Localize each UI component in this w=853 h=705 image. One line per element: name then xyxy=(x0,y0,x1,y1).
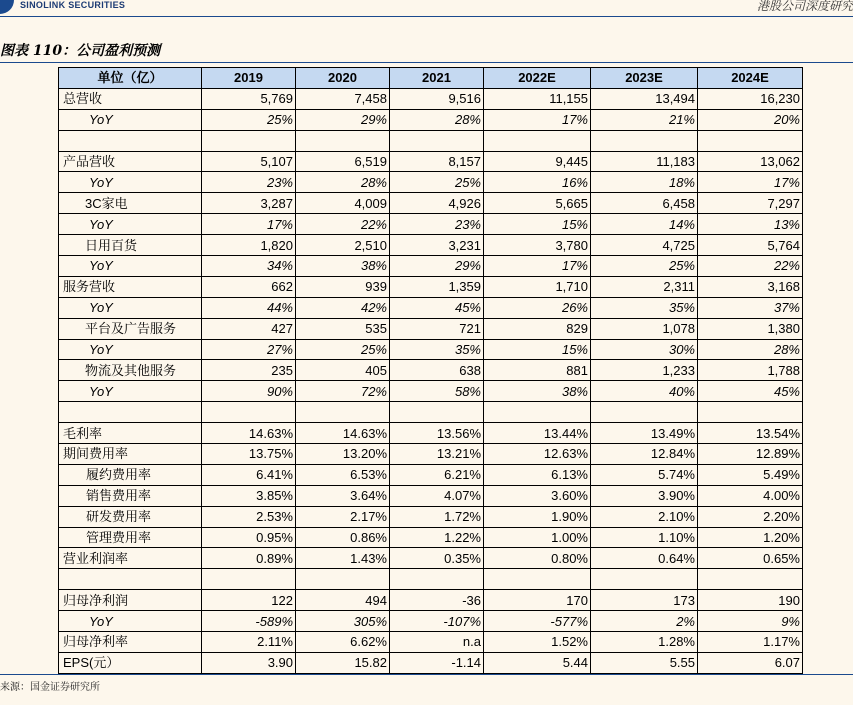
table-row xyxy=(59,172,803,193)
table-cell: 14.63% xyxy=(202,423,296,444)
table-cell: 90% xyxy=(202,381,296,402)
table-cell: 72% xyxy=(296,381,390,402)
table-cell: 12.63% xyxy=(484,444,591,465)
table-cell: 18% xyxy=(591,172,698,193)
table-cell: 15% xyxy=(484,214,591,235)
table-row xyxy=(59,256,803,277)
table-cell: 662 xyxy=(202,276,296,297)
table-cell: 5,764 xyxy=(698,235,803,256)
table-cell: 2.10% xyxy=(591,506,698,527)
table-cell: -36 xyxy=(390,590,484,611)
table-cell: 6.21% xyxy=(390,464,484,485)
table-cell: 17% xyxy=(698,172,803,193)
row-label: 归母净利润 xyxy=(59,590,202,611)
table-cell: 939 xyxy=(296,276,390,297)
table-cell: 23% xyxy=(202,172,296,193)
table-cell: 29% xyxy=(390,256,484,277)
table-cell: 2,510 xyxy=(296,235,390,256)
table-cell: 535 xyxy=(296,318,390,339)
table-cell: 22% xyxy=(296,214,390,235)
table-cell: 13,494 xyxy=(591,88,698,109)
table-cell: 3.90 xyxy=(202,652,296,673)
table-cell xyxy=(202,130,296,151)
table-row xyxy=(59,276,803,297)
table-cell: 17% xyxy=(202,214,296,235)
table-cell: 6.13% xyxy=(484,464,591,485)
table-cell: 35% xyxy=(591,297,698,318)
table-cell: 9,445 xyxy=(484,151,591,172)
table-cell: 12.84% xyxy=(591,444,698,465)
table-cell: 30% xyxy=(591,339,698,360)
table-cell: 173 xyxy=(591,590,698,611)
row-label: YoY xyxy=(59,611,202,632)
profit-forecast-table xyxy=(58,67,803,674)
row-label: YoY xyxy=(59,214,202,235)
table-cell: 5.49% xyxy=(698,464,803,485)
row-label: 平台及广告服务 xyxy=(59,318,202,339)
table-cell: 1.72% xyxy=(390,506,484,527)
row-label: 销售费用率 xyxy=(59,485,202,506)
column-header: 单位（亿） xyxy=(59,68,202,89)
table-cell: 3.90% xyxy=(591,485,698,506)
table-cell: 38% xyxy=(484,381,591,402)
table-cell: 45% xyxy=(698,381,803,402)
table-cell: 22% xyxy=(698,256,803,277)
table-cell: 23% xyxy=(390,214,484,235)
table-cell: 58% xyxy=(390,381,484,402)
table-row xyxy=(59,423,803,444)
table-cell: -107% xyxy=(390,611,484,632)
table-cell: 3.85% xyxy=(202,485,296,506)
table-cell: 11,183 xyxy=(591,151,698,172)
table-cell: 3,231 xyxy=(390,235,484,256)
table-cell: 0.35% xyxy=(390,548,484,569)
row-label: 日用百货 xyxy=(59,235,202,256)
row-label: 毛利率 xyxy=(59,423,202,444)
table-cell: 2,311 xyxy=(591,276,698,297)
source-note: 来源：国金证券研究所 xyxy=(0,682,100,693)
table-row xyxy=(59,381,803,402)
table-cell: n.a xyxy=(390,632,484,653)
table-cell: 4,009 xyxy=(296,193,390,214)
table-cell: 3,287 xyxy=(202,193,296,214)
column-header: 2021 xyxy=(390,68,484,89)
table-cell: 5.55 xyxy=(591,652,698,673)
row-label: YoY xyxy=(59,381,202,402)
table-row xyxy=(59,611,803,632)
row-label: YoY xyxy=(59,339,202,360)
row-label: 服务营收 xyxy=(59,276,202,297)
table-cell: 15.82 xyxy=(296,652,390,673)
table-cell: 13.49% xyxy=(591,423,698,444)
table-row xyxy=(59,464,803,485)
table-cell: 3.60% xyxy=(484,485,591,506)
table-cell xyxy=(484,130,591,151)
table-cell: 2% xyxy=(591,611,698,632)
table-row xyxy=(59,360,803,381)
report-type: 港股公司深度研究 xyxy=(756,0,853,13)
row-label xyxy=(59,402,202,423)
table-cell: 6.53% xyxy=(296,464,390,485)
table-cell: 21% xyxy=(591,109,698,130)
table-cell: 0.95% xyxy=(202,527,296,548)
table-cell xyxy=(484,402,591,423)
table-cell: 638 xyxy=(390,360,484,381)
table-cell: 305% xyxy=(296,611,390,632)
table-cell xyxy=(591,569,698,590)
table-cell: 6.62% xyxy=(296,632,390,653)
table-row xyxy=(59,548,803,569)
table-cell xyxy=(484,569,591,590)
row-label: 归母净利率 xyxy=(59,632,202,653)
table-cell xyxy=(390,569,484,590)
table-cell: 122 xyxy=(202,590,296,611)
table-cell: 1.17% xyxy=(698,632,803,653)
table-cell: 3,168 xyxy=(698,276,803,297)
table-cell: -1.14 xyxy=(390,652,484,673)
table-cell: 13.20% xyxy=(296,444,390,465)
table-cell: 2.53% xyxy=(202,506,296,527)
table-row xyxy=(59,214,803,235)
table-cell: 4,926 xyxy=(390,193,484,214)
table-cell: 0.65% xyxy=(698,548,803,569)
row-label: YoY xyxy=(59,297,202,318)
table-row xyxy=(59,109,803,130)
table-cell: 881 xyxy=(484,360,591,381)
table-cell: 1.28% xyxy=(591,632,698,653)
table-cell: 405 xyxy=(296,360,390,381)
table-cell xyxy=(591,130,698,151)
table-cell: 13% xyxy=(698,214,803,235)
table-cell: 14.63% xyxy=(296,423,390,444)
table-cell: 37% xyxy=(698,297,803,318)
table-cell: 13.56% xyxy=(390,423,484,444)
table-cell: 12.89% xyxy=(698,444,803,465)
table-cell: 26% xyxy=(484,297,591,318)
table-cell xyxy=(296,402,390,423)
row-label xyxy=(59,569,202,590)
table-cell: 1.90% xyxy=(484,506,591,527)
table-cell: 9,516 xyxy=(390,88,484,109)
table-row xyxy=(59,632,803,653)
table-cell: 28% xyxy=(296,172,390,193)
table-cell: 16,230 xyxy=(698,88,803,109)
row-label: 履约费用率 xyxy=(59,464,202,485)
row-label: YoY xyxy=(59,172,202,193)
table-cell: 40% xyxy=(591,381,698,402)
table-cell: 2.20% xyxy=(698,506,803,527)
column-header: 2020 xyxy=(296,68,390,89)
table-cell: 13.44% xyxy=(484,423,591,444)
table-cell: 5,665 xyxy=(484,193,591,214)
table-cell: 170 xyxy=(484,590,591,611)
table-cell xyxy=(390,130,484,151)
table-cell: 1,233 xyxy=(591,360,698,381)
table-spacer-row xyxy=(59,130,803,151)
table-cell: 3.64% xyxy=(296,485,390,506)
table-cell: 3,780 xyxy=(484,235,591,256)
table-cell xyxy=(390,402,484,423)
table-cell: 17% xyxy=(484,109,591,130)
row-label: 物流及其他服务 xyxy=(59,360,202,381)
table-cell: 27% xyxy=(202,339,296,360)
table-cell xyxy=(296,130,390,151)
table-cell: 4,725 xyxy=(591,235,698,256)
table-body xyxy=(59,88,803,673)
table-cell: 28% xyxy=(390,109,484,130)
row-label: YoY xyxy=(59,109,202,130)
footer-divider xyxy=(0,674,853,675)
table-cell: 190 xyxy=(698,590,803,611)
table-cell: 1.43% xyxy=(296,548,390,569)
table-cell: 1.20% xyxy=(698,527,803,548)
table-cell: 6,458 xyxy=(591,193,698,214)
table-cell: 20% xyxy=(698,109,803,130)
table-cell: 235 xyxy=(202,360,296,381)
table-cell xyxy=(202,402,296,423)
table-cell: 17% xyxy=(484,256,591,277)
table-row xyxy=(59,652,803,673)
row-label: 产品营收 xyxy=(59,151,202,172)
row-label: YoY xyxy=(59,256,202,277)
table-cell: 6.41% xyxy=(202,464,296,485)
table-cell: 15% xyxy=(484,339,591,360)
column-header: 2023E xyxy=(591,68,698,89)
row-label xyxy=(59,130,202,151)
table-cell: 38% xyxy=(296,256,390,277)
table-cell: 25% xyxy=(296,339,390,360)
row-label: 研发费用率 xyxy=(59,506,202,527)
table-cell xyxy=(698,130,803,151)
table-cell: 4.00% xyxy=(698,485,803,506)
table-row xyxy=(59,318,803,339)
table-row xyxy=(59,193,803,214)
figure-caption: 图表 110：公司盈利预测 xyxy=(0,43,161,59)
table-cell xyxy=(698,402,803,423)
table-cell: 1,359 xyxy=(390,276,484,297)
table-cell: 34% xyxy=(202,256,296,277)
table-cell: 45% xyxy=(390,297,484,318)
header-divider xyxy=(0,16,853,17)
table-cell: -577% xyxy=(484,611,591,632)
table-cell: 494 xyxy=(296,590,390,611)
table-cell: 13.54% xyxy=(698,423,803,444)
table-cell: 0.86% xyxy=(296,527,390,548)
table-cell: 28% xyxy=(698,339,803,360)
table-cell: 25% xyxy=(591,256,698,277)
table-cell: 25% xyxy=(202,109,296,130)
table-cell: 0.80% xyxy=(484,548,591,569)
table-cell xyxy=(591,402,698,423)
table-cell: -589% xyxy=(202,611,296,632)
table-cell: 1.00% xyxy=(484,527,591,548)
table-row xyxy=(59,235,803,256)
table-cell: 13,062 xyxy=(698,151,803,172)
table-cell: 5.74% xyxy=(591,464,698,485)
brand-name: SINOLINK SECURITIES xyxy=(20,0,126,10)
table-cell: 1,820 xyxy=(202,235,296,256)
brand-logo-icon xyxy=(0,0,14,14)
table-cell: 1.22% xyxy=(390,527,484,548)
table-cell: 8,157 xyxy=(390,151,484,172)
table-row xyxy=(59,506,803,527)
table-cell: 16% xyxy=(484,172,591,193)
table-cell: 6.07 xyxy=(698,652,803,673)
table-cell: 44% xyxy=(202,297,296,318)
column-header: 2024E xyxy=(698,68,803,89)
table-cell: 5,107 xyxy=(202,151,296,172)
table-cell: 1,788 xyxy=(698,360,803,381)
table-row xyxy=(59,297,803,318)
table-cell: 9% xyxy=(698,611,803,632)
table-row xyxy=(59,339,803,360)
row-label: 管理费用率 xyxy=(59,527,202,548)
table-cell: 721 xyxy=(390,318,484,339)
table-cell: 829 xyxy=(484,318,591,339)
row-label: 总营收 xyxy=(59,88,202,109)
table-cell: 6,519 xyxy=(296,151,390,172)
table-cell: 1,078 xyxy=(591,318,698,339)
column-header: 2022E xyxy=(484,68,591,89)
table-row xyxy=(59,151,803,172)
table-spacer-row xyxy=(59,402,803,423)
table-cell: 1.10% xyxy=(591,527,698,548)
table-cell: 1,710 xyxy=(484,276,591,297)
row-label: 营业利润率 xyxy=(59,548,202,569)
table-cell: 1.52% xyxy=(484,632,591,653)
table-cell: 2.11% xyxy=(202,632,296,653)
row-label: EPS(元） xyxy=(59,652,202,673)
table-cell: 29% xyxy=(296,109,390,130)
table-cell xyxy=(698,569,803,590)
table-cell xyxy=(202,569,296,590)
table-cell: 11,155 xyxy=(484,88,591,109)
table-cell: 35% xyxy=(390,339,484,360)
table-cell: 1,380 xyxy=(698,318,803,339)
table-row xyxy=(59,485,803,506)
table-cell xyxy=(296,569,390,590)
table-cell: 427 xyxy=(202,318,296,339)
table-cell: 2.17% xyxy=(296,506,390,527)
table-row xyxy=(59,590,803,611)
table-row xyxy=(59,88,803,109)
table-cell: 14% xyxy=(591,214,698,235)
table-cell: 5,769 xyxy=(202,88,296,109)
table-cell: 7,458 xyxy=(296,88,390,109)
table-header-row xyxy=(59,68,803,89)
row-label: 期间费用率 xyxy=(59,444,202,465)
column-header: 2019 xyxy=(202,68,296,89)
table-row xyxy=(59,527,803,548)
table-cell: 7,297 xyxy=(698,193,803,214)
table-cell: 13.75% xyxy=(202,444,296,465)
table-cell: 4.07% xyxy=(390,485,484,506)
table-row xyxy=(59,444,803,465)
table-cell: 0.64% xyxy=(591,548,698,569)
table-cell: 0.89% xyxy=(202,548,296,569)
table-cell: 5.44 xyxy=(484,652,591,673)
table-cell: 13.21% xyxy=(390,444,484,465)
table-cell: 42% xyxy=(296,297,390,318)
row-label: 3C家电 xyxy=(59,193,202,214)
table-spacer-row xyxy=(59,569,803,590)
caption-divider xyxy=(0,62,853,63)
table-cell: 25% xyxy=(390,172,484,193)
